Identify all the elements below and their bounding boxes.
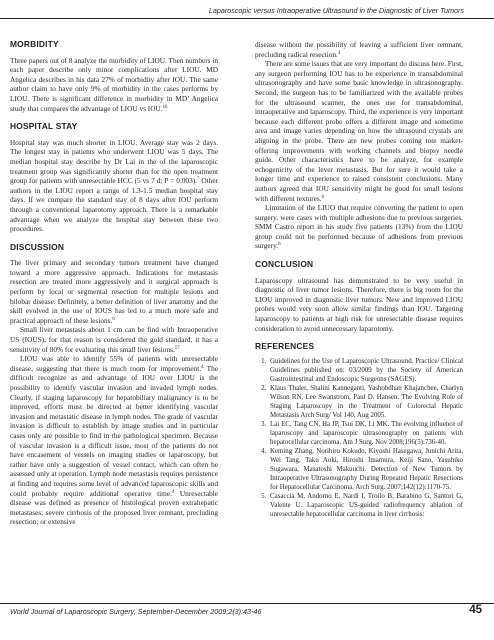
citation: 6 — [112, 316, 115, 322]
discussion-section — [10, 243, 218, 527]
citation: 17 — [174, 345, 180, 351]
discussion-text: Limitation of the LIUO that require converting the patient to open surgery, were cases with multiple adhesions due to previous surgeries. SMM Castro report in his study five patients (13%) from the LIOU group could not be performed because of adhesions from previous surgery. — [255, 203, 463, 251]
discussion-text-cont: The difficult recognize as and advantage of IOU over LIOU is the possibility to identify vascular invasion and invaded lymph nodes. Clearly, if staging laparoscopy for hepatobiliary malignancy is to be improved, efforts must be directed at better identifying vascular invasion and metastatic disease in lymph nodes. The grade of vascular invasion is difficult to establish by image studies and in particular cases only are possible to find in the pathological specimen. Because of vascular invasion is a difficult issue, most of the patients do not have encasement of vessels on imaging studies or laparoscopy, but rather have only a suggestion of vessel contact, which can often be assessed only at operation. Lymph node metastasis requires persistence at finding and requires some level of advanced laparoscopic skills and could probably require additional operative time. — [10, 363, 218, 498]
hospital-stay-section — [10, 122, 218, 234]
discussion-text-cont: Unresectable disease was defined as presence of histological proven extrahepatic metastases; severe cirrhosis of the proposed liver remnant, precluding resection; or extensive — [10, 488, 218, 527]
running-header: Laparoscopic versus Intraoperative Ultrasound in the Diagnostic of Liver Tumors — [208, 6, 464, 15]
discussion-paragraph-6 — [255, 203, 463, 251]
citation: 4 — [201, 364, 204, 370]
footer-rule — [0, 603, 494, 604]
hospital-stay-paragraph — [10, 138, 218, 234]
references-heading: REFERENCES — [255, 341, 315, 352]
citation: 7 — [196, 177, 200, 183]
morbidity-section — [10, 40, 218, 113]
conclusion-section — [255, 260, 463, 333]
discussion-paragraph-4 — [255, 40, 463, 59]
page-number: 45 — [469, 604, 482, 616]
references-section — [255, 342, 463, 520]
discussion-paragraph-2 — [10, 325, 218, 354]
discussion-text: LIOU was able to identify 55% of patients with unresectable disease, suggesting that there is much room for improvement. — [10, 354, 218, 373]
discussion-text: There are some issues that are very important do discuss here. First, any surgeon performing IOU has to be experience in transabdominal ultrasonography and have some basic knowledge in ultrasonography. Second, the surgeon has to be familiarized with the available probes for the ultrasound scanner, the ones use for transabdominal, intraoperative and laparoscopy. Third, the experience is very important because each different probe offers a different image and sometime area and image varies depending on how the ultrasound crystals are aligning in the probe. There are new probes coming tote market-offering improvements with working channels and biopsy needle guide. Other characteristics have to be analyze, for example echogenicity of the lever metastasis. But for sure it would take a longer time and experience to raised consistent conclusions. Many authors agreed that IOU sensitivity might be good for small lesions with different textures. — [255, 59, 463, 203]
conclusion-heading: CONCLUSION — [255, 259, 314, 270]
morbidity-heading: MORBIDITY — [10, 39, 59, 49]
reference-item: 2. Klaus Thaler, Shalini Kanneganti, Yashobdhan Khajanchee, Charlyn Wilson RN, Lee Swanstrom, Paul D. Hansen. The Evolving Role of Staging Laparoscopy in the Treatment of Colorectal Hepatic Metastasis Arch Surg/ Vol 140, Aug 2005. — [268, 385, 463, 421]
references-list — [255, 358, 463, 520]
citation: 8 — [321, 194, 324, 200]
citation: 6 — [278, 242, 281, 248]
morbidity-text: Three papers out of 8 analyze the morbidity of LIOU. Then numbers in each paper describe only minor complications after LIOU. MD Angelica describes in his data 27% of morbidity after IOU. The same author claim to have only 9% of morbidity in the cases performs by LIOU. There is significant difference in morbidity in MD’ Angelica study that compares the advantage of LIOU vs IOU. — [10, 55, 218, 113]
discussion-text: The liver primary and secondary tumors treatment have changed toward a more aggressive approach. Indications for metastasis resection are treated more aggressively and it surgical approach is perform by local or segmental resection for multiple lesions and bilobar disease. Definitely, a better definition of liver anatomy and the skill evolved in the use of IOUS has led to a much more safe and practical approach of these lesions. — [10, 258, 218, 325]
discussion-paragraph-1 — [10, 258, 218, 325]
citation: 4 — [171, 489, 175, 495]
hospital-stay-heading: HOSPITAL STAY — [10, 121, 78, 132]
header-rule — [0, 18, 494, 19]
discussion-paragraph-5 — [255, 59, 463, 203]
discussion-continued — [255, 40, 463, 251]
reference-item: 3. Lai EC, Tang CN, Ha JP, Tsui DK, Li MK. The evolving influence of laparoscopy and laparoscopic ultrasonography on patients with hepatocellular carcinoma. Am J Surg. Nov 2008;196(5):736-40. — [268, 421, 463, 448]
hospital-stay-text: Hospital stay was much shorter in LIOU. Average stay was 2 days. The longest stay in patients who underwent LIOU was 5 days. The median hospital stay describe by Dr Lai in the of the laparoscopic treatment group was significantly shorter than for the open treatment group for patients with unresectable HCC (5 vs 7 d; P = 0.003). — [10, 137, 218, 186]
reference-item: 5. Casaccia M, Andorno E, Nardi I, Troilo B, Barabino G, Santori G, Valente U. Laparoscopic US-guided radiofrequency ablation of unresectable hepatocellular carcinoma in liver cirrhosis: — [268, 493, 463, 520]
right-column — [255, 40, 463, 529]
discussion-paragraph-3 — [10, 354, 218, 527]
discussion-text: disease without the possibility of leaving a sufficient liver remnant, precluding radical resection. — [255, 40, 463, 59]
discussion-text: Small liver metastasis about 1 cm can be find with Intraoperative US (IOUS), for that reason is considered the gold standard, it has a sensitivity of 80% for evaluating this small liver lesions. — [10, 325, 218, 354]
discussion-heading: DISCUSSION — [10, 241, 65, 252]
reference-item: 1. Guidelines for the Use of Laparoscopic Ultrasound. Practice/ Clinical Guidelines published on: 03/2009 by the Society of American Gastrointestinal and Endoscopic Surgeons (SAGES). — [268, 358, 463, 385]
journal-citation: World Journal of Laparoscopic Surgery, September-December 2009;2(3):43-46 — [10, 607, 262, 616]
reference-item: 4. Keming Zhang, Norihiro Kokudo, Kiyoshi Hasegawa, Junichi Arita, Wei Tang, Taku Aoki, Hiroshi Imamura, Keiji Sano, Yasuhiko Sugawara, Masatoshi Makuuchi. Detection of New Tumors by Intraoperative Ultrasonography During Repeated Hepatic Resections for Hepatocellular Carcinoma. Arch Surg. 2007;142(12):1170-75. — [268, 448, 463, 493]
left-column — [10, 40, 218, 536]
conclusion-paragraph: Laparoscopy ultrasound has demonstrated to be very useful in diagnostic of liver tumor lesions. Therefore, there is big room for the LIOU improved in diagnostic liver tumors. New and improved LIOU probes would very soon allow similar findings than IOU. Targeting laparoscopy to patients at high risk for unresectable disease requires consideration to avoid unnecessary laparotomy. — [255, 275, 463, 333]
hospital-stay-text-cont: Other authors in the LIOU report a range of 1.3-1.5 median hospital stay days. If we compare the standard stay of 8 days after IOU perform through a conventional laparotomy approach. There is a remarkable advantage when we analyze the hospital stay between these two procedures. — [10, 176, 218, 234]
citation: 16 — [162, 104, 168, 110]
morbidity-paragraph — [10, 56, 218, 114]
citation: 4 — [337, 50, 341, 56]
